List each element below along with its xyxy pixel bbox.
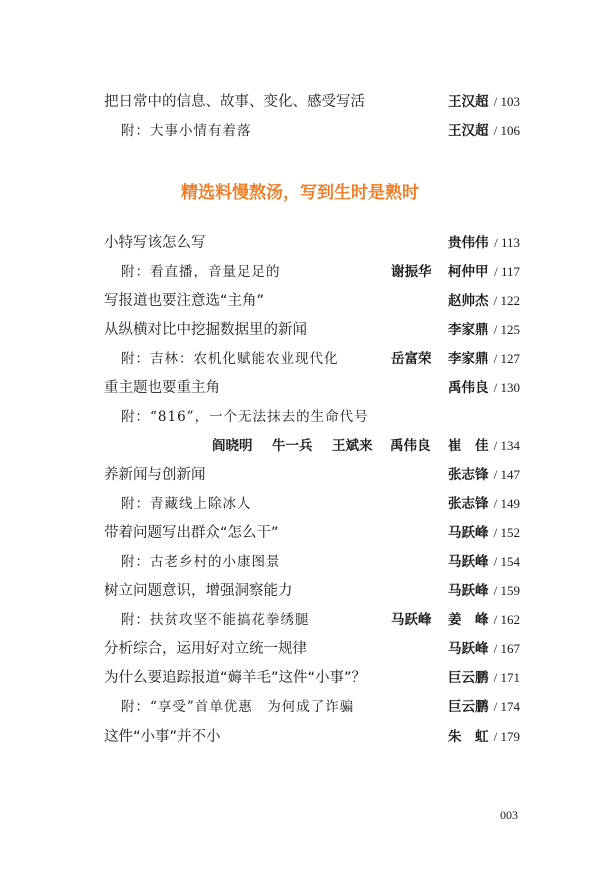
toc-entry <box>104 637 520 661</box>
entry-title: 写报道也要注意选“主角” <box>104 293 265 309</box>
entry-title: 从纵横对比中挖掘数据里的新闻 <box>104 322 307 338</box>
entry-author: 柯仲甲 <box>448 264 489 280</box>
entry-author: 李家鼎 <box>448 322 489 338</box>
entry-title: 树立问题意识，增强洞察能力 <box>104 583 293 599</box>
entry-author: 贵伟伟 <box>448 235 489 251</box>
toc-entry-appendix <box>104 608 520 632</box>
entry-page: / 149 <box>493 496 520 511</box>
entry-author: 巨云鹏 <box>448 699 489 715</box>
entry-title: 养新闻与创新闻 <box>104 467 206 483</box>
author-names-line <box>104 434 520 458</box>
entry-title: 把日常中的信息、故事、变化、感受写活 <box>104 94 365 110</box>
author-name: 禹伟良 <box>390 438 431 454</box>
entry-author: 张志锋 <box>448 467 489 483</box>
entry-page: / 103 <box>493 94 520 109</box>
entry-page: / 174 <box>493 699 520 714</box>
entry-title: 重主题也要重主角 <box>104 380 220 396</box>
entry-page: / 147 <box>493 467 520 482</box>
entry-author: 崔 佳 <box>448 438 489 454</box>
entry-author: 王汉超 <box>448 94 489 110</box>
toc-entry <box>104 318 520 342</box>
entry-coauthor: 马跃峰 <box>391 612 432 628</box>
entry-title: 附：古老乡村的小康图景 <box>121 554 281 570</box>
entry-page: / 171 <box>493 670 520 685</box>
toc-entry-appendix <box>104 405 520 429</box>
entry-author: 王汉超 <box>448 123 489 139</box>
entry-author: 姜 峰 <box>448 612 489 628</box>
entry-author: 马跃峰 <box>448 641 489 657</box>
entry-title: 分析综合，运用好对立统一规律 <box>104 641 307 657</box>
entry-coauthor: 谢振华 <box>391 264 432 280</box>
entry-title: 带着问题写出群众“怎么干” <box>104 525 279 541</box>
entry-author: 马跃峰 <box>448 525 489 541</box>
entry-title: 为什么要追踪报道“薅羊毛”这件“小事”？ <box>104 670 367 686</box>
entry-author: 张志锋 <box>448 496 489 512</box>
entry-title: 附：吉林：农机化赋能农业现代化 <box>121 351 339 367</box>
entry-title: 附：“816”，一个无法抹去的生命代号 <box>121 409 369 425</box>
toc-entry-appendix <box>104 119 520 143</box>
entry-page: / 125 <box>493 322 520 337</box>
entry-page: / 122 <box>493 293 520 308</box>
author-name: 王斌来 <box>332 438 373 454</box>
entry-page: / 179 <box>493 729 520 744</box>
entry-page: / 134 <box>493 438 520 453</box>
entry-author: 李家鼎 <box>448 351 489 367</box>
author-name: 牛一兵 <box>272 438 313 454</box>
entry-author: 赵帅杰 <box>448 293 489 309</box>
entry-title: 附：青藏线上除冰人 <box>121 496 252 512</box>
entry-page: / 154 <box>493 554 520 569</box>
entry-author: 禹伟良 <box>448 380 489 396</box>
author-name: 阎晓明 <box>212 438 253 454</box>
entry-title: 附：看直播，音量足足的 <box>121 264 281 280</box>
toc-entry-appendix <box>104 492 520 516</box>
entry-author: 马跃峰 <box>448 583 489 599</box>
entry-author: 马跃峰 <box>448 554 489 570</box>
toc-entry-appendix <box>104 550 520 574</box>
entry-title: 这件“小事”并不小 <box>104 729 221 745</box>
entry-page: / 130 <box>493 380 520 395</box>
entry-coauthor: 岳富荣 <box>391 351 432 367</box>
entry-page: / 159 <box>493 583 520 598</box>
toc-entry-appendix <box>104 260 520 284</box>
toc-entry <box>104 666 520 690</box>
toc-entry <box>104 725 520 749</box>
toc-entry <box>104 289 520 313</box>
toc-entry <box>104 579 520 603</box>
toc-entry <box>104 463 520 487</box>
entry-page: / 113 <box>494 235 520 250</box>
section-heading: 精选料慢熬汤，写到生时是熟时 <box>181 183 419 203</box>
entry-title: 附：“享受”首单优惠 为何成了诈骗 <box>121 699 355 715</box>
entry-title: 附：扶贫攻坚不能搞花拳绣腿 <box>121 612 310 628</box>
entry-title: 小特写该怎么写 <box>104 235 206 251</box>
entry-page: / 127 <box>493 351 520 366</box>
page-number: 003 <box>500 808 518 822</box>
toc-entry <box>104 521 520 545</box>
entry-title: 附：大事小情有着落 <box>121 123 252 139</box>
toc-entry <box>104 231 520 255</box>
toc-entry <box>104 90 520 114</box>
entry-author: 巨云鹏 <box>448 670 489 686</box>
entry-page: / 167 <box>493 641 520 656</box>
toc-entry-appendix <box>104 695 520 719</box>
entry-page: / 152 <box>493 525 520 540</box>
entry-page: / 162 <box>493 612 520 627</box>
toc-entry <box>104 376 520 400</box>
entry-author: 朱 虹 <box>448 729 489 745</box>
entry-page: / 106 <box>493 123 520 138</box>
toc-entry-appendix <box>104 347 520 371</box>
entry-page: / 117 <box>494 264 520 279</box>
